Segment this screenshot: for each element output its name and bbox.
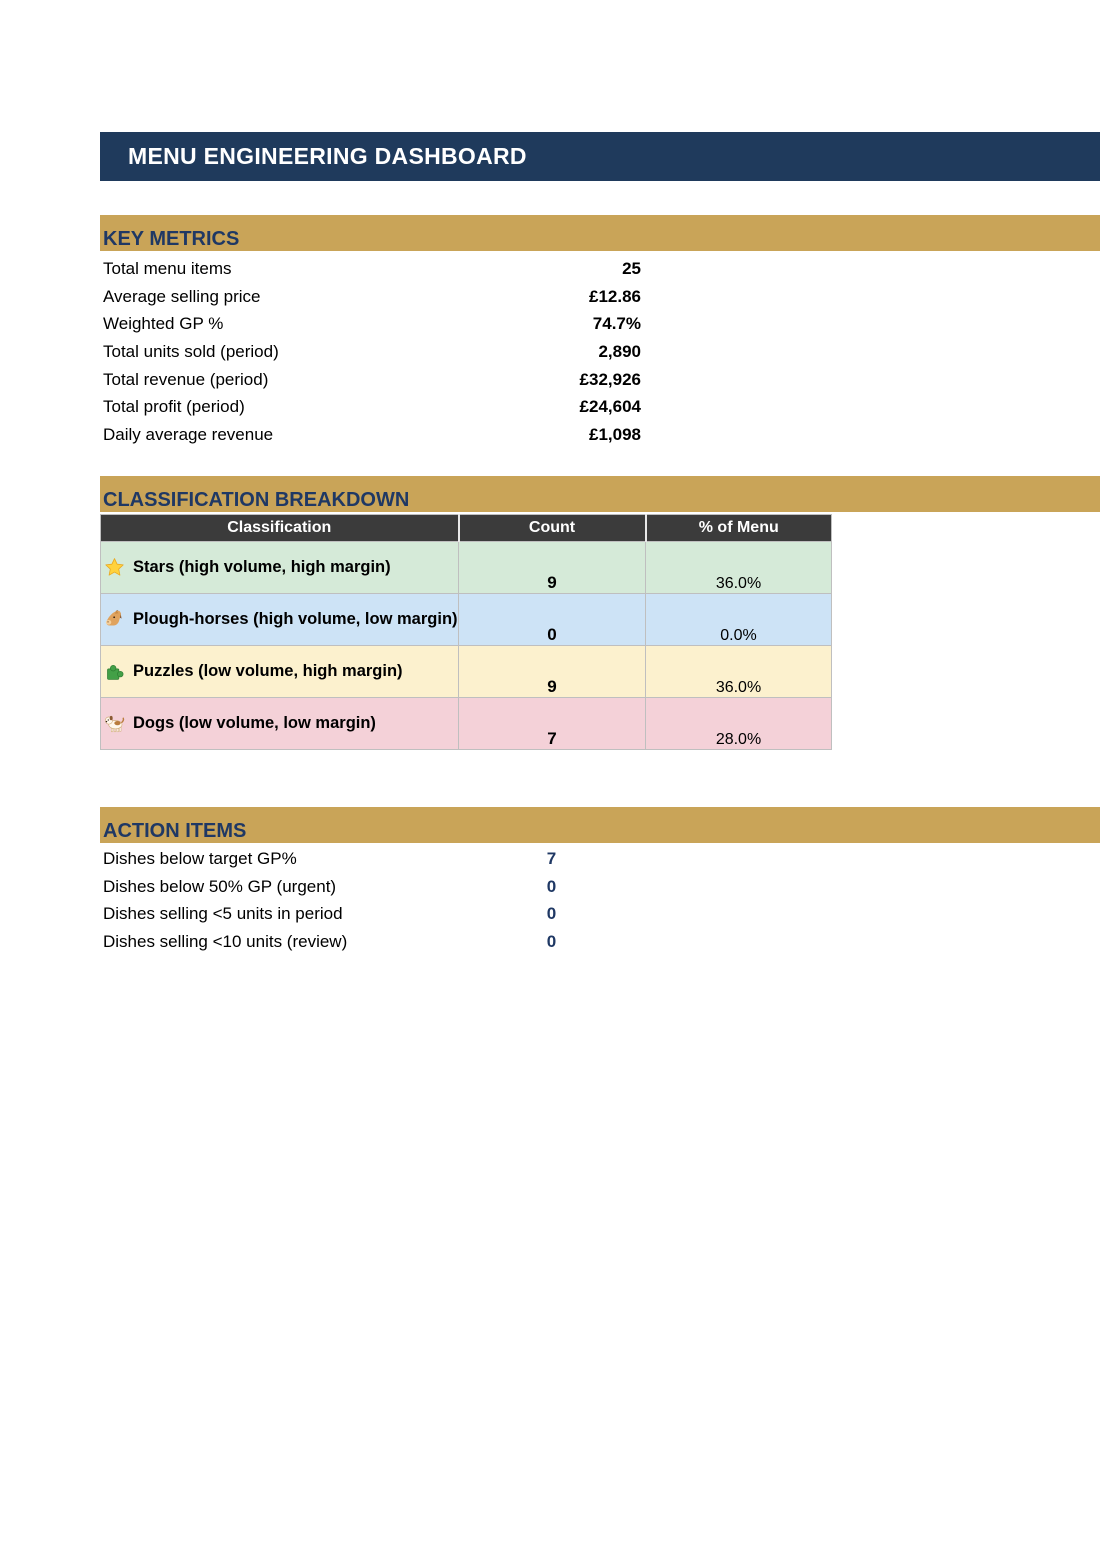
metric-value: 74.7% bbox=[592, 314, 641, 334]
metric-value: £1,098 bbox=[589, 424, 641, 444]
classification-label-cell bbox=[101, 542, 458, 593]
metric-value: £12.86 bbox=[589, 286, 641, 306]
action-item-value: 0 bbox=[546, 931, 557, 951]
dog-icon bbox=[104, 713, 125, 734]
classification-label: Stars (high volume, high margin) bbox=[133, 558, 391, 576]
metric-value: 2,890 bbox=[598, 341, 641, 361]
pct-of-menu-cell: 36.0% bbox=[646, 646, 832, 698]
classification-label: Dogs (low volume, low margin) bbox=[133, 714, 376, 732]
metric-row bbox=[100, 393, 643, 421]
metric-label: Daily average revenue bbox=[103, 424, 274, 444]
action-item-label: Dishes below 50% GP (urgent) bbox=[103, 876, 337, 896]
star-icon bbox=[104, 557, 125, 578]
action-item-label: Dishes selling <10 units (review) bbox=[103, 931, 348, 951]
metric-row bbox=[100, 283, 643, 311]
classification-label: Plough-horses (high volume, low margin) bbox=[133, 610, 458, 628]
action-item-label: Dishes selling <5 units in period bbox=[103, 904, 343, 924]
metric-row bbox=[100, 421, 643, 449]
metric-label: Weighted GP % bbox=[103, 314, 224, 334]
pct-of-menu-cell: 36.0% bbox=[646, 542, 832, 594]
key-metrics-section-title: KEY METRICS bbox=[103, 228, 240, 250]
column-header-classification: Classification bbox=[101, 515, 459, 542]
count-cell: 9 bbox=[459, 646, 646, 698]
count-cell: 9 bbox=[459, 542, 646, 594]
metric-label: Average selling price bbox=[103, 286, 261, 306]
classification-section-header bbox=[100, 476, 1100, 512]
column-header-pct-of-menu: % of Menu bbox=[646, 515, 832, 542]
key-metrics-section-header bbox=[100, 215, 1100, 251]
key-metrics-list bbox=[100, 255, 643, 449]
pct-of-menu-cell: 0.0% bbox=[646, 594, 832, 646]
table-row-puzzles bbox=[101, 646, 832, 698]
action-item-label: Dishes below target GP% bbox=[103, 848, 297, 868]
action-items-section-header bbox=[100, 807, 1100, 843]
action-item-row bbox=[100, 873, 645, 901]
metric-row bbox=[100, 255, 643, 283]
classification-table-header-row bbox=[101, 515, 832, 542]
classification-table bbox=[100, 514, 832, 750]
column-header-count: Count bbox=[459, 515, 646, 542]
metric-label: Total profit (period) bbox=[103, 397, 245, 417]
action-item-value: 7 bbox=[546, 848, 557, 868]
count-cell: 7 bbox=[459, 698, 646, 750]
table-row-dogs bbox=[101, 698, 832, 750]
count-cell: 0 bbox=[459, 594, 646, 646]
metric-label: Total revenue (period) bbox=[103, 369, 269, 389]
classification-label-cell bbox=[101, 594, 458, 645]
metric-label: Total menu items bbox=[103, 258, 232, 278]
table-row-stars bbox=[101, 542, 832, 594]
classification-label: Puzzles (low volume, high margin) bbox=[133, 662, 403, 680]
metric-value: £32,926 bbox=[579, 369, 641, 389]
metric-label: Total units sold (period) bbox=[103, 341, 279, 361]
action-item-value: 0 bbox=[546, 904, 557, 924]
action-items-section-title: ACTION ITEMS bbox=[103, 820, 247, 842]
metric-row bbox=[100, 310, 643, 338]
horse-icon bbox=[104, 609, 125, 630]
metric-value: £24,604 bbox=[579, 397, 641, 417]
puzzle-icon bbox=[104, 661, 125, 682]
dashboard-title: MENU ENGINEERING DASHBOARD bbox=[128, 143, 527, 169]
dashboard-title-bar bbox=[100, 132, 1100, 181]
classification-label-cell bbox=[101, 646, 458, 697]
action-item-value: 0 bbox=[546, 876, 557, 896]
classification-section-title: CLASSIFICATION BREAKDOWN bbox=[103, 489, 410, 511]
metric-value: 25 bbox=[622, 258, 641, 278]
action-items-list bbox=[100, 845, 645, 956]
pct-of-menu-cell: 28.0% bbox=[646, 698, 832, 750]
action-item-row bbox=[100, 928, 645, 956]
metric-row bbox=[100, 338, 643, 366]
action-item-row bbox=[100, 900, 645, 928]
metric-row bbox=[100, 366, 643, 394]
table-row-plough-horses bbox=[101, 594, 832, 646]
action-item-row bbox=[100, 845, 645, 873]
classification-label-cell bbox=[101, 698, 458, 749]
